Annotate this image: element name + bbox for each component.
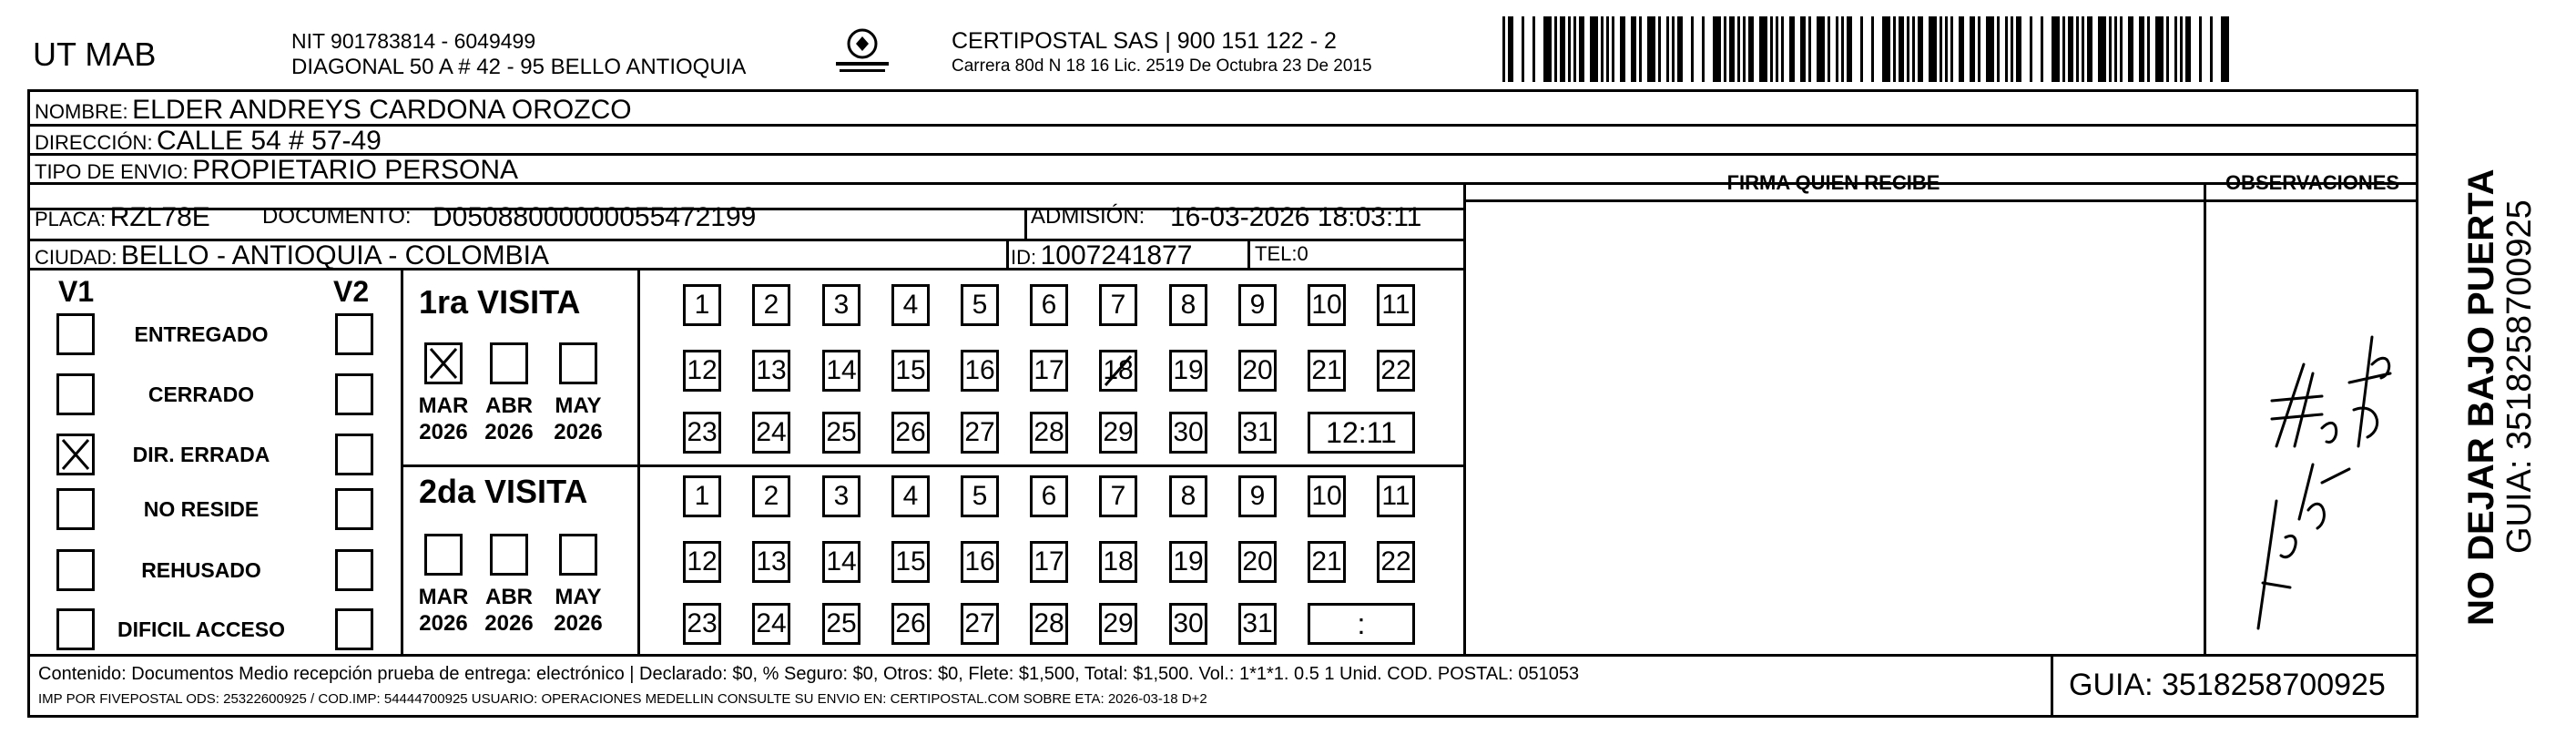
barcode-bar <box>1713 16 1721 82</box>
barcode-bar <box>1800 16 1806 82</box>
v1-checkbox[interactable] <box>56 608 95 650</box>
barcode-bar <box>1882 16 1890 82</box>
day-box[interactable]: 6 <box>1030 284 1068 326</box>
day-box[interactable]: 27 <box>961 412 999 454</box>
barcode-bar <box>2016 16 2021 82</box>
barcode-bar <box>2087 16 2092 82</box>
day-box[interactable]: 2 <box>752 475 790 517</box>
month-checkbox[interactable] <box>424 342 463 384</box>
month-year: 2026 <box>484 610 534 636</box>
barcode-bar <box>1871 16 1874 82</box>
v1-checkbox[interactable] <box>56 549 95 591</box>
day-box[interactable]: 11 <box>1377 284 1415 326</box>
barcode-bar <box>2068 16 2073 82</box>
barcode-bar <box>2076 16 2079 82</box>
barcode-bar <box>1743 16 1746 82</box>
day-box[interactable]: 23 <box>683 603 721 645</box>
barcode-bar <box>1573 16 1576 82</box>
barcode-bar <box>1978 16 1980 82</box>
month-label <box>477 393 541 446</box>
barcode-bar <box>1729 16 1735 82</box>
barcode-bar <box>1568 16 1571 82</box>
barcode-bar <box>2120 16 2123 82</box>
v2-header: V2 <box>333 275 370 308</box>
company-name: UT MAB <box>33 36 157 73</box>
barcode-bar <box>2147 16 2150 82</box>
barcode-bar <box>1666 16 1669 82</box>
month-label <box>412 393 475 446</box>
barcode-bar <box>1554 16 1557 82</box>
time-box[interactable]: 12:11 <box>1308 412 1415 454</box>
barcode-bar <box>1579 16 1584 82</box>
barcode-bar <box>1776 16 1778 82</box>
admission-value: 16-03-2026 18:03:11 <box>1170 202 1422 232</box>
barcode-bar <box>2185 16 2191 82</box>
barcode-bar <box>1759 16 1767 82</box>
barcode <box>1502 16 2231 82</box>
day-box[interactable]: 10 <box>1308 284 1346 326</box>
day-box[interactable]: 14 <box>822 541 860 583</box>
day-box[interactable]: 26 <box>891 603 930 645</box>
barcode-bar <box>2098 16 2106 82</box>
barcode-bar <box>2011 16 2013 82</box>
barcode-bar <box>1817 16 1825 82</box>
day-box[interactable]: 18 <box>1099 541 1137 583</box>
day-box[interactable]: 21 <box>1308 350 1346 392</box>
barcode-bar <box>1639 16 1642 82</box>
month-label <box>546 585 610 638</box>
plate-value: RZL78E <box>109 202 210 232</box>
month-name: MAY <box>555 585 602 609</box>
day-box[interactable]: 28 <box>1030 412 1068 454</box>
barcode-bar <box>2109 16 2112 82</box>
barcode-bar <box>1522 16 1524 82</box>
address-label: DIRECCIÓN: <box>35 131 153 154</box>
barcode-bar <box>1601 16 1604 82</box>
month-year: 2026 <box>419 419 468 444</box>
document-label: DOCUMENTO: <box>262 204 412 229</box>
barcode-bar <box>1940 16 1942 82</box>
handwritten-observation-icon <box>2222 310 2404 638</box>
certipostal-logo-icon <box>830 26 894 77</box>
barcode-bar <box>1929 16 1937 82</box>
status-option-label: NO RESIDE <box>143 497 260 521</box>
barcode-bar <box>2041 16 2043 82</box>
barcode-bar <box>2155 16 2164 82</box>
day-box[interactable]: 15 <box>891 541 930 583</box>
day-box[interactable]: 23 <box>683 412 721 454</box>
certipostal-logo <box>830 26 894 77</box>
day-box[interactable]: 12 <box>683 541 721 583</box>
status-option-label: REHUSADO <box>141 558 261 582</box>
v2-checkbox[interactable] <box>335 373 373 415</box>
barcode-bar <box>1950 16 1953 82</box>
barcode-bar <box>1836 16 1838 82</box>
handwritten-observation <box>2222 310 2404 638</box>
day-box[interactable]: 29 <box>1099 603 1137 645</box>
day-box[interactable]: 2 <box>752 284 790 326</box>
id-value: 1007241877 <box>1040 240 1193 270</box>
day-box[interactable]: 15 <box>891 350 930 392</box>
month-checkbox[interactable] <box>490 534 528 576</box>
day-box[interactable]: 12 <box>683 350 721 392</box>
barcode-bar <box>1789 16 1795 82</box>
barcode-bar <box>1677 16 1683 82</box>
day-box[interactable]: 29 <box>1099 412 1137 454</box>
barcode-bar <box>2221 16 2229 82</box>
city-row <box>35 242 549 270</box>
barcode-bar <box>2052 16 2060 82</box>
day-box[interactable]: 20 <box>1238 350 1277 392</box>
day-box[interactable]: 25 <box>822 412 860 454</box>
day-box[interactable]: 20 <box>1238 541 1277 583</box>
month-name: MAY <box>555 393 602 418</box>
barcode-bar <box>1543 16 1552 82</box>
tel-value: 0 <box>1297 242 1308 265</box>
barcode-bar <box>1702 16 1705 82</box>
type-label: TIPO DE ENVIO: <box>35 160 188 183</box>
barcode-bar <box>1899 16 1904 82</box>
status-option-label: ENTREGADO <box>134 322 269 346</box>
day-box[interactable]: 1 <box>683 284 721 326</box>
barcode-bar <box>2166 16 2169 82</box>
barcode-bar <box>1770 16 1773 82</box>
city-value: BELLO - ANTIOQUIA - COLOMBIA <box>120 240 550 270</box>
month-year: 2026 <box>554 610 603 636</box>
day-box[interactable]: 16 <box>961 350 999 392</box>
plate-label: PLACA: <box>35 208 107 230</box>
day-box[interactable]: 10 <box>1308 475 1346 517</box>
month-name: ABR <box>485 393 533 418</box>
day-box[interactable]: 17 <box>1030 350 1068 392</box>
day-box[interactable]: 30 <box>1169 603 1207 645</box>
barcode-bar <box>1658 16 1661 82</box>
day-box[interactable]: 30 <box>1169 412 1207 454</box>
day-box[interactable]: 14 <box>822 350 860 392</box>
address-value: CALLE 54 # 57-49 <box>157 126 382 156</box>
admission-label: ADMISIÓN: <box>1031 204 1145 229</box>
barcode-bar <box>1860 16 1863 82</box>
signature-header: FIRMA QUIEN RECIBE <box>1726 171 1940 194</box>
barcode-bar <box>1606 16 1609 82</box>
month-name: ABR <box>485 585 533 609</box>
barcode-bar <box>1970 16 1975 82</box>
day-box[interactable]: 31 <box>1238 603 1277 645</box>
barcode-bar <box>1893 16 1896 82</box>
month-year: 2026 <box>554 419 603 444</box>
v2-checkbox[interactable] <box>335 488 373 530</box>
barcode-bar <box>1672 16 1675 82</box>
tel-label: TEL: <box>1255 242 1298 265</box>
id-label: ID: <box>1011 246 1037 269</box>
footer-guia: GUIA: 3518258700925 <box>2069 668 2386 702</box>
month-name: MAR <box>418 585 469 609</box>
barcode-bar <box>1691 16 1694 82</box>
name-value: ELDER ANDREYS CARDONA OROZCO <box>132 95 632 125</box>
barcode-bar <box>2210 16 2213 82</box>
tel-row <box>1255 244 1308 264</box>
barcode-bar <box>2174 16 2177 82</box>
v1-checkbox[interactable] <box>56 434 95 475</box>
day-box[interactable]: 9 <box>1238 475 1277 517</box>
day-box[interactable]: 3 <box>822 284 860 326</box>
day-box[interactable]: 19 <box>1169 350 1207 392</box>
v1-checkbox[interactable] <box>56 373 95 415</box>
barcode-bar <box>1912 16 1915 82</box>
side-notice: NO DEJAR BAJO PUERTA <box>2461 168 2501 626</box>
day-box[interactable]: 9 <box>1238 284 1277 326</box>
month-checkbox[interactable] <box>559 534 597 576</box>
city-label: CIUDAD: <box>35 246 117 269</box>
barcode-bar <box>2180 16 2183 82</box>
barcode-bar <box>1945 16 1948 82</box>
barcode-bar <box>1737 16 1740 82</box>
barcode-bar <box>1748 16 1754 82</box>
barcode-bar <box>2030 16 2032 82</box>
day-box[interactable]: 3 <box>822 475 860 517</box>
day-box[interactable]: 11 <box>1377 475 1415 517</box>
barcode-bar <box>1918 16 1923 82</box>
barcode-bar <box>1560 16 1565 82</box>
barcode-bar <box>1959 16 1964 82</box>
v2-checkbox[interactable] <box>335 608 373 650</box>
month-label <box>546 393 610 446</box>
barcode-bar <box>1828 16 1830 82</box>
type-value: PROPIETARIO PERSONA <box>192 155 519 185</box>
footer-imp: IMP POR FIVEPOSTAL ODS: 25322600925 / COD.IMP: 54444700925 USUARIO: OPERACIONES MEDELLIN CONSULTE SU ENVIO EN: CERTIPOSTAL.COM SOBRE ETA: 2026-03-18 D+2 <box>38 691 1207 707</box>
carrier-license: Carrera 80d N 18 16 Lic. 2519 De Octubra 23 De 2015 <box>952 56 1372 76</box>
address-row <box>35 128 382 155</box>
barcode-bar <box>1647 16 1655 82</box>
document-row <box>262 206 412 228</box>
barcode-bar <box>1808 16 1811 82</box>
day-box[interactable]: 18 <box>1099 350 1137 392</box>
barcode-bar <box>1986 16 1994 82</box>
day-box[interactable]: 4 <box>891 475 930 517</box>
day-box[interactable]: 24 <box>752 603 790 645</box>
barcode-bar <box>1590 16 1598 82</box>
day-box[interactable]: 7 <box>1099 284 1137 326</box>
v1-checkbox[interactable] <box>56 313 95 355</box>
day-box[interactable]: 8 <box>1169 475 1207 517</box>
barcode-bar <box>1781 16 1784 82</box>
barcode-bar <box>2128 16 2133 82</box>
time-box[interactable]: : <box>1308 603 1415 645</box>
barcode-bar <box>2139 16 2144 82</box>
side-guia: GUIA: 3518258700925 <box>2500 199 2539 554</box>
visit2-title: 2da VISITA <box>419 473 588 510</box>
barcode-bar <box>1907 16 1909 82</box>
barcode-bar <box>2005 16 2008 82</box>
day-box[interactable]: 6 <box>1030 475 1068 517</box>
name-row <box>35 97 632 124</box>
month-year: 2026 <box>484 419 534 444</box>
plate-row <box>35 204 210 231</box>
v2-checkbox[interactable] <box>335 313 373 355</box>
day-box[interactable]: 28 <box>1030 603 1068 645</box>
barcode-bar <box>1847 16 1852 82</box>
barcode-bar <box>1620 16 1625 82</box>
admission-row <box>1031 206 1145 228</box>
barcode-bar <box>1508 16 1513 82</box>
visit1-title: 1ra VISITA <box>419 283 581 321</box>
day-box[interactable]: 25 <box>822 603 860 645</box>
observations-header: OBSERVACIONES <box>2225 171 2400 194</box>
document-value: D05088000000055472199 <box>433 202 757 232</box>
company-nit: NIT 901783814 - 6049499 <box>291 29 536 53</box>
month-name: MAR <box>418 393 469 418</box>
day-box[interactable]: 4 <box>891 284 930 326</box>
barcode-bar <box>1612 16 1614 82</box>
day-box[interactable]: 5 <box>961 475 999 517</box>
v1-checkbox[interactable] <box>56 488 95 530</box>
day-box[interactable]: 8 <box>1169 284 1207 326</box>
day-box[interactable]: 7 <box>1099 475 1137 517</box>
day-box[interactable]: 27 <box>961 603 999 645</box>
barcode-bar <box>2062 16 2065 82</box>
day-box[interactable]: 19 <box>1169 541 1207 583</box>
barcode-bar <box>1631 16 1636 82</box>
barcode-bar <box>2114 16 2117 82</box>
day-box[interactable]: 31 <box>1238 412 1277 454</box>
barcode-bar <box>1997 16 2000 82</box>
day-box[interactable]: 26 <box>891 412 930 454</box>
type-row <box>35 157 518 184</box>
day-box[interactable]: 17 <box>1030 541 1068 583</box>
company-address: DIAGONAL 50 A # 42 - 95 BELLO ANTIOQUIA <box>291 55 747 79</box>
carrier-name: CERTIPOSTAL SAS | 900 151 122 - 2 <box>952 28 1337 54</box>
barcode-bar <box>1841 16 1844 82</box>
day-box[interactable]: 13 <box>752 541 790 583</box>
day-box[interactable]: 16 <box>961 541 999 583</box>
barcode-bar <box>2199 16 2202 82</box>
status-option-label: DIR. ERRADA <box>132 443 270 466</box>
day-box[interactable]: 5 <box>961 284 999 326</box>
day-box[interactable]: 13 <box>752 350 790 392</box>
v1-header: V1 <box>58 275 95 308</box>
day-box[interactable]: 22 <box>1377 350 1415 392</box>
name-label: NOMBRE: <box>35 100 128 123</box>
status-option-label: CERRADO <box>148 383 255 406</box>
month-checkbox[interactable] <box>490 342 528 384</box>
month-label <box>477 585 541 638</box>
v2-checkbox[interactable] <box>335 434 373 475</box>
day-box[interactable]: 21 <box>1308 541 1346 583</box>
day-box[interactable]: 22 <box>1377 541 1415 583</box>
month-year: 2026 <box>419 610 468 636</box>
month-checkbox[interactable] <box>424 534 463 576</box>
month-checkbox[interactable] <box>559 342 597 384</box>
month-label <box>412 585 475 638</box>
barcode-bar <box>1502 16 1505 82</box>
barcode-bar <box>2082 16 2084 82</box>
day-box[interactable]: 1 <box>683 475 721 517</box>
status-option-label: DIFICIL ACCESO <box>117 617 285 641</box>
v2-checkbox[interactable] <box>335 549 373 591</box>
barcode-bar <box>1532 16 1535 82</box>
barcode-bar <box>1724 16 1726 82</box>
day-box[interactable]: 24 <box>752 412 790 454</box>
footer-contents: Contenido: Documentos Medio recepción prueba de entrega: electrónico | Declarado: $0, % Seguro: $0, Otros: $0, Flete: $1,500, Total: $1,500. Vol.: 1*1*1. 0.5 1 Unid. COD. POSTAL: 051053 <box>38 664 1580 684</box>
id-row <box>1011 242 1192 270</box>
